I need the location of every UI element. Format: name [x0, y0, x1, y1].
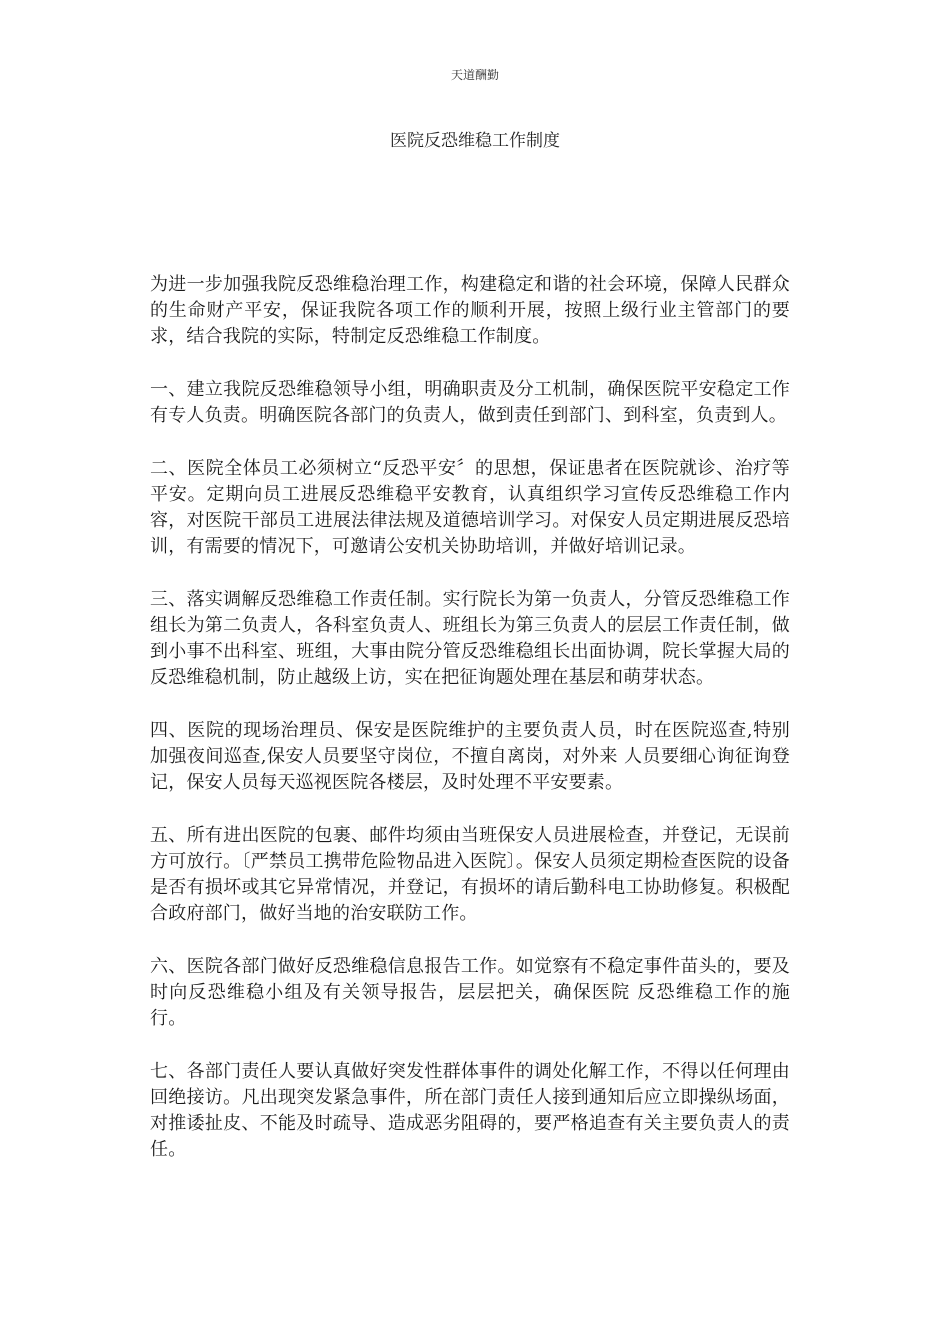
- document-title: 医院反恐维稳工作制度: [390, 131, 560, 151]
- paragraph-item-1: 一、建立我院反恐维稳领导小组，明确职责及分工机制，确保医院平安稳定工作有专人负责。明确医院各部门的负责人，做到责任到部门、到科室，负责到人。: [150, 379, 790, 426]
- paragraph-item-5: 五、所有进出医院的包裹、邮件均须由当班保安人员进展检查，并登记，无误前方可放行。〔严禁员工携带危险物品进入医院〕。保安人员须定期检查医院的设备是否有损坏或其它异常情况，并登记，有损坏的请后勤科电工协助修复。积极配合政府部门，做好当地的治安联防工作。: [150, 825, 790, 924]
- paragraph-item-2: 二、医院全体员工必须树立“反恐平安〞的思想，保证患者在医院就诊、治疗等平安。定期向员工进展反恐维稳平安教育，认真组织学习宣传反恐维稳工作内容，对医院干部员工进展法律法规及道德培训学习。对保安人员定期进展反恐培训，有需要的情况下，可邀请公安机关协助培训，并做好培训记录。: [150, 458, 790, 557]
- paragraph-item-3: 三、落实调解反恐维稳工作责任制。实行院长为第一负责人，分管反恐维稳工作组长为第二负责人，各科室负责人、班组长为第三负责人的层层工作责任制，做到小事不出科室、班组，大事由院分管反恐维稳组长出面协调，院长掌握大局的反恐维稳机制，防止越级上访，实在把征询题处理在基层和萌芽状态。: [150, 589, 790, 688]
- paragraph-item-7: 七、各部门责任人要认真做好突发性群体事件的调处化解工作，不得以任何理由回绝接访。凡出现突发紧急事件，所在部门责任人接到通知后应立即操纵场面，对推诿扯皮、不能及时疏导、造成恶劣阻碍的，要严格追查有关主要负责人的责任。: [150, 1061, 790, 1160]
- paragraph-item-4: 四、医院的现场治理员、保安是医院维护的主要负责人员，时在医院巡查,特别加强夜间巡查,保安人员要坚守岗位，不擅自离岗，对外来 人员要细心询征询登记，保安人员每天巡视医院各楼层，及时处理不平安要素。: [150, 720, 790, 793]
- paragraph-item-6: 六、医院各部门做好反恐维稳信息报告工作。如觉察有不稳定事件苗头的，要及时向反恐维稳小组及有关领导报告，层层把关，确保医院 反恐维稳工作的施行。: [150, 956, 790, 1029]
- paragraph-intro: 为进一步加强我院反恐维稳治理工作，构建稳定和谐的社会环境，保障人民群众的生命财产平安，保证我院各项工作的顺利开展，按照上级行业主管部门的要求，结合我院的实际，特制定反恐维稳工作制度。: [150, 274, 790, 347]
- page-header: 天道酬勤: [450, 68, 499, 82]
- document-body: [150, 272, 790, 1190]
